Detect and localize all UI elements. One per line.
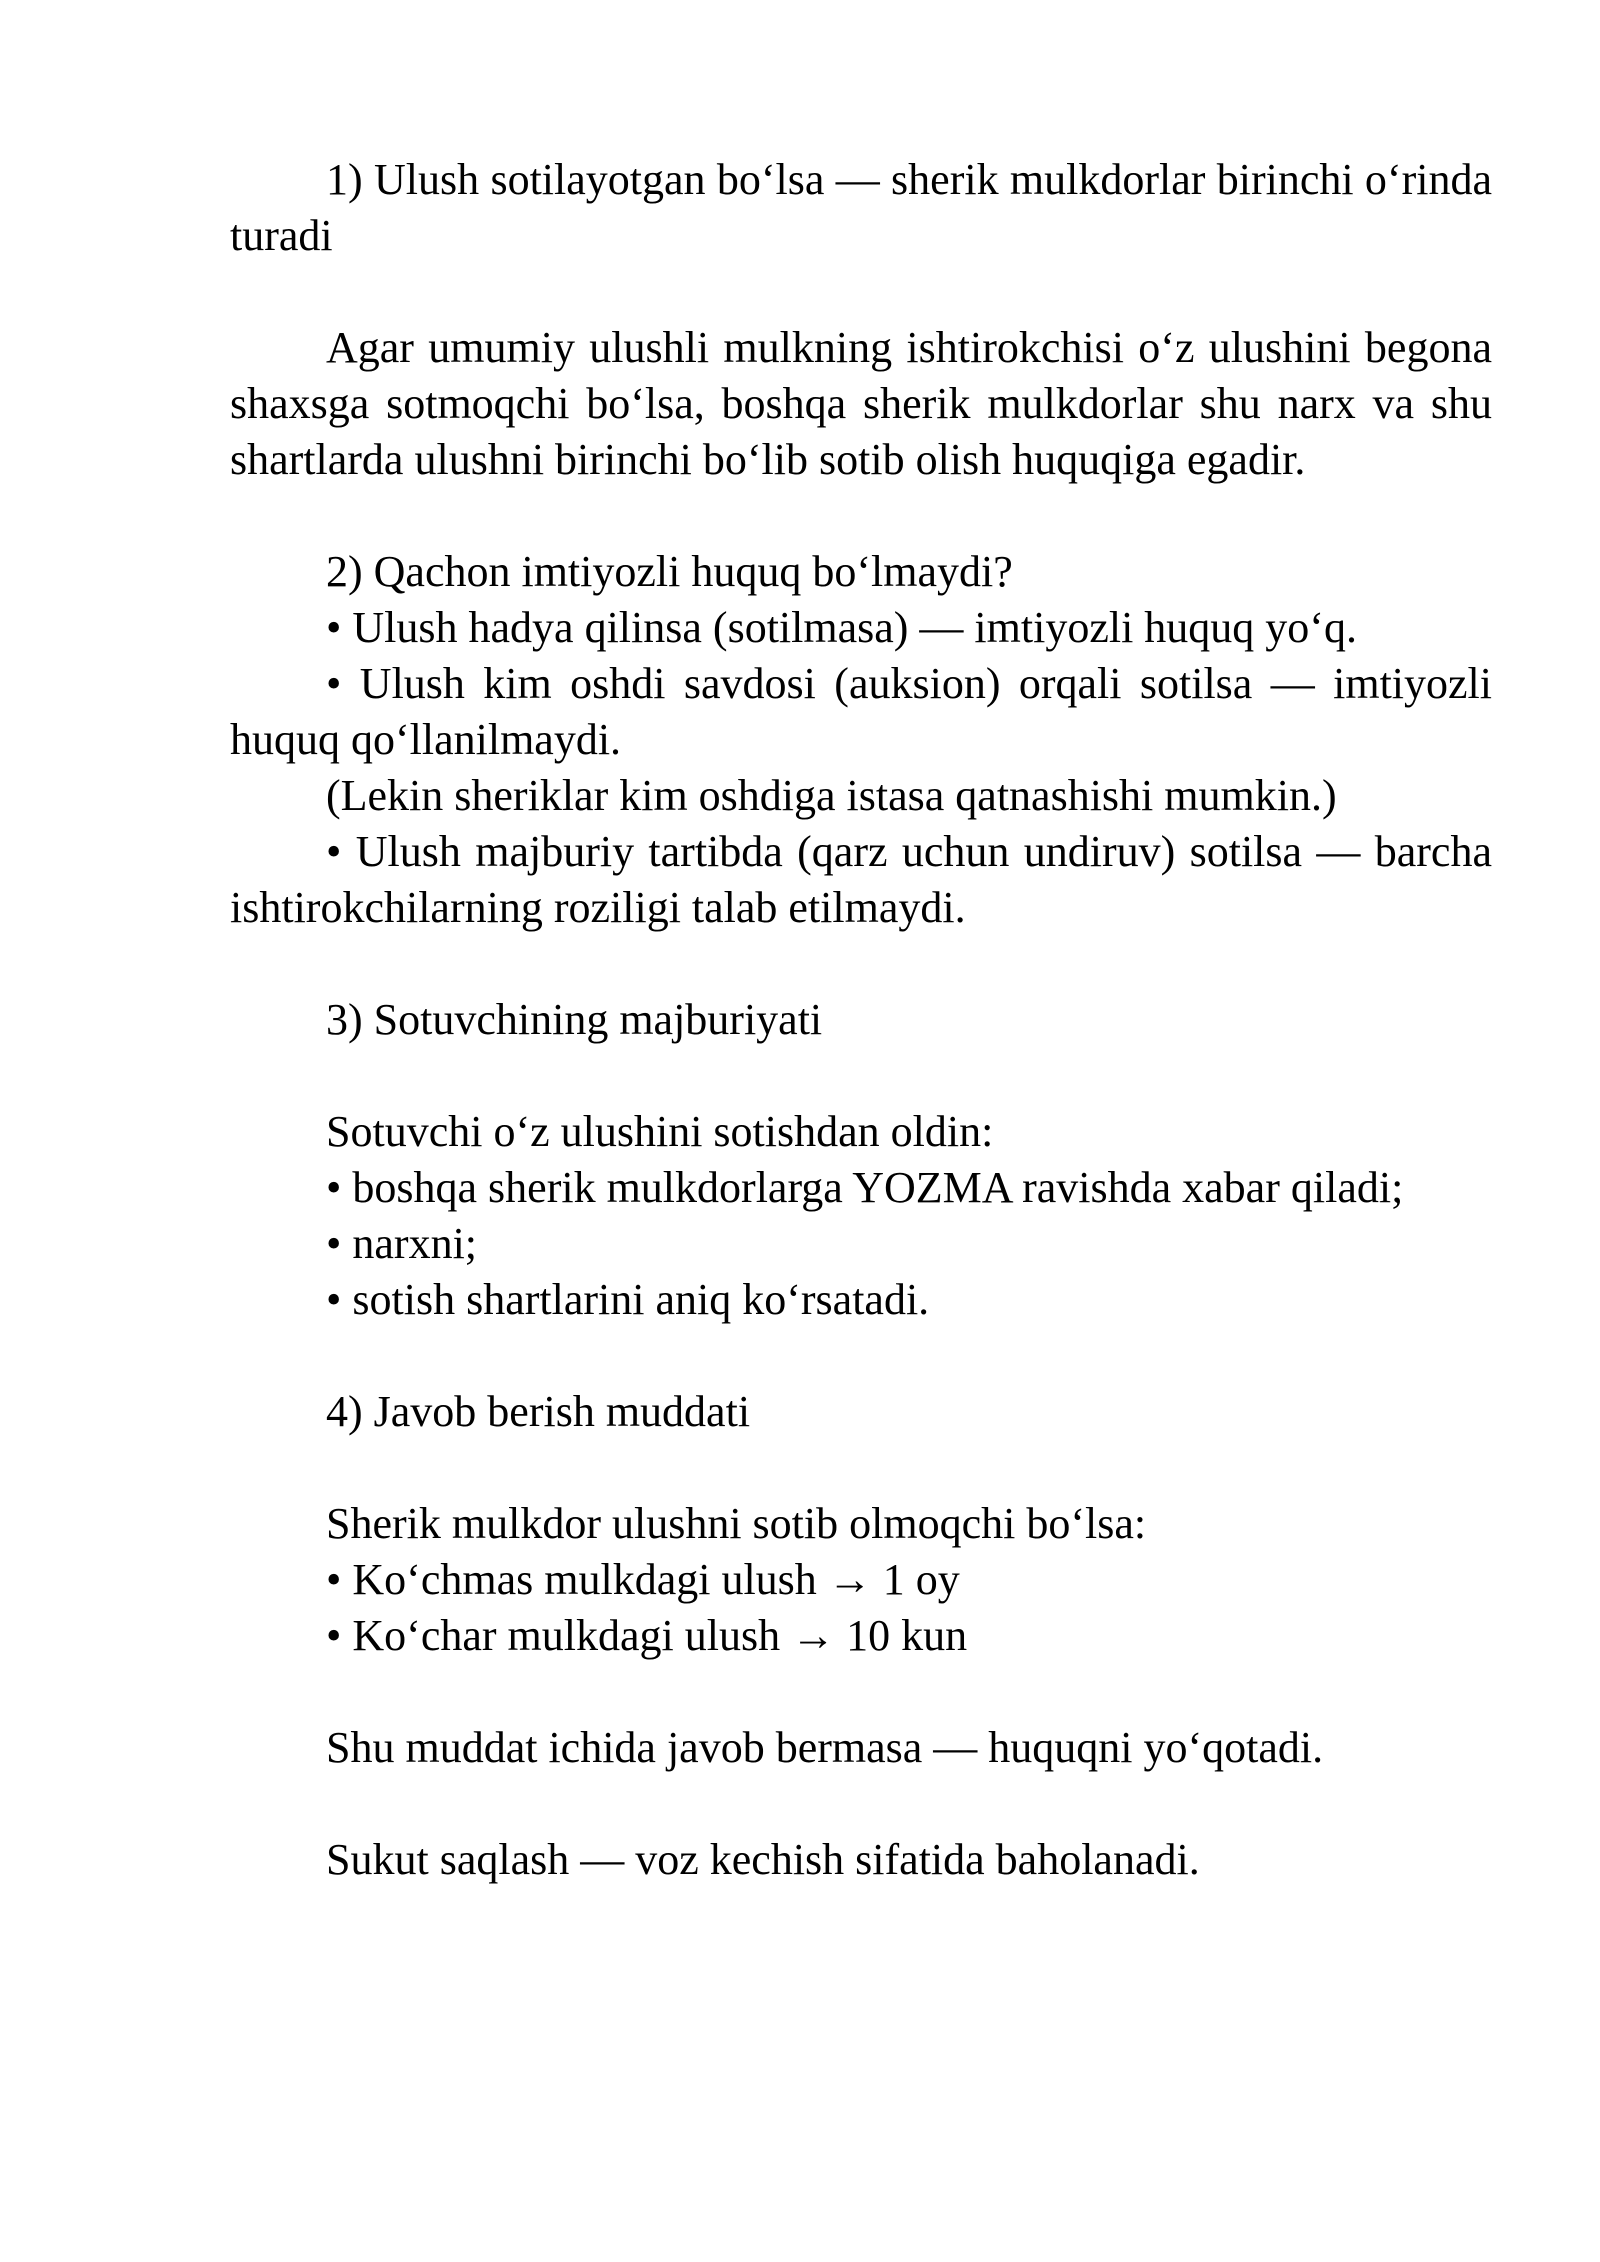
section-4-consequence: Shu muddat ichida javob bermasa — huquqni yo‘qotadi. <box>326 1723 1324 1772</box>
section-3-bullet-3: • sotish shartlarini aniq ko‘rsatadi. <box>326 1275 930 1324</box>
section-1-heading: 1) Ulush sotilayotgan bo‘lsa — sherik mulkdorlar birinchi o‘rinda turadi <box>230 155 1492 260</box>
section-4-bullet-2: • Ko‘char mulkdagi ulush → 10 kun <box>326 1611 968 1660</box>
spacer <box>230 1048 1492 1104</box>
section-3-bullet-2: • narxni; <box>326 1219 478 1268</box>
spacer <box>230 1776 1492 1832</box>
section-4-silence: Sukut saqlash — voz kechish sifatida baholanadi. <box>326 1835 1200 1884</box>
spacer <box>230 1328 1492 1384</box>
section-3-bullet-1: • boshqa sherik mulkdorlarga YOZMA ravishda xabar qiladi; <box>326 1163 1404 1212</box>
spacer <box>230 1664 1492 1720</box>
section-4-heading: 4) Javob berish muddati <box>326 1387 751 1436</box>
section-3-intro: Sotuvchi o‘z ulushini sotishdan oldin: <box>326 1107 994 1156</box>
section-1-paragraph: Agar umumiy ulushli mulkning ishtirokchisi o‘z ulushini begona shaxsga sotmoqchi bo‘lsa, boshqa sherik mulkdorlar shu narx va shu shartlarda ulushni birinchi bo‘lib sotib olish huquqiga egadir. <box>230 323 1492 484</box>
document-page <box>230 152 1492 1888</box>
spacer <box>230 264 1492 320</box>
spacer <box>230 1440 1492 1496</box>
section-2-note: (Lekin sheriklar kim oshdiga istasa qatnashishi mumkin.) <box>326 771 1337 820</box>
spacer <box>230 488 1492 544</box>
spacer <box>230 936 1492 992</box>
section-2-heading: 2) Qachon imtiyozli huquq bo‘lmaydi? <box>326 547 1013 596</box>
section-2-bullet-3: • Ulush majburiy tartibda (qarz uchun undiruv) sotilsa — barcha ishtirokchilarning roziligi talab etilmaydi. <box>230 827 1492 932</box>
section-4-bullet-1: • Ko‘chmas mulkdagi ulush → 1 oy <box>326 1555 960 1604</box>
section-2-bullet-2: • Ulush kim oshdi savdosi (auksion) orqali sotilsa — imtiyozli huquq qo‘llanilmaydi. <box>230 659 1492 764</box>
section-3-heading: 3) Sotuvchining majburiyati <box>326 995 823 1044</box>
section-4-intro: Sherik mulkdor ulushni sotib olmoqchi bo‘lsa: <box>326 1499 1147 1548</box>
section-2-bullet-1: • Ulush hadya qilinsa (sotilmasa) — imtiyozli huquq yo‘q. <box>326 603 1357 652</box>
